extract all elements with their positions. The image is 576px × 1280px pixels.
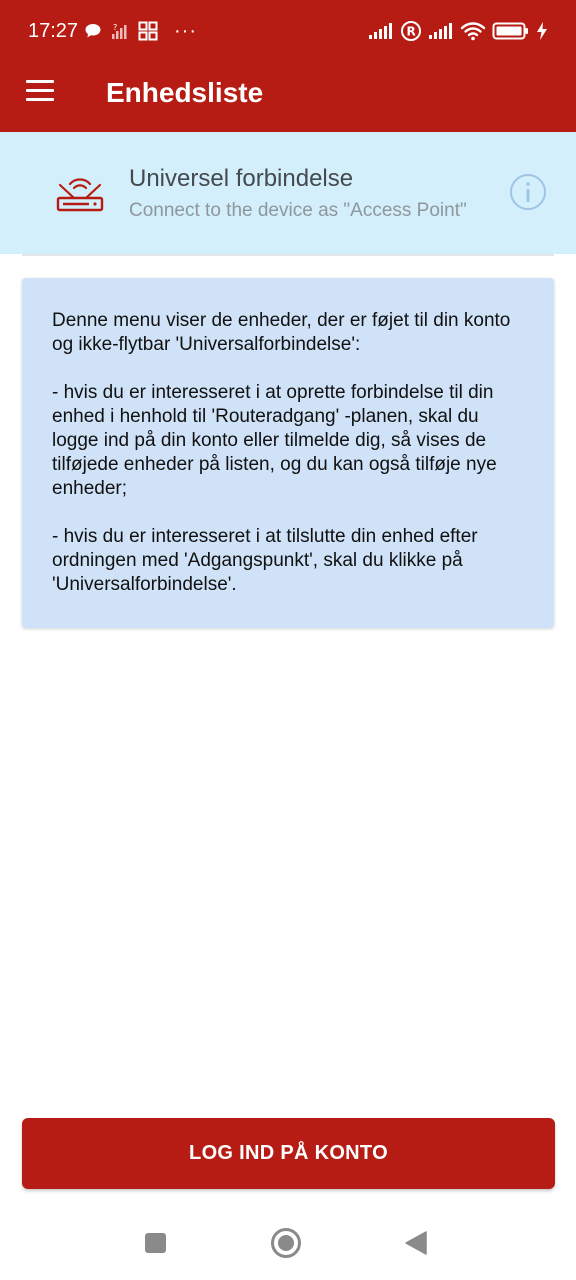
home-icon[interactable] xyxy=(270,1227,302,1259)
device-name: Universel forbindelse xyxy=(129,165,354,192)
info-card xyxy=(22,278,554,628)
cell-signal-icon xyxy=(428,22,454,40)
svg-text:R: R xyxy=(406,24,416,39)
recent-apps-icon[interactable] xyxy=(145,1233,166,1253)
info-icon[interactable] xyxy=(509,173,547,211)
svg-text:?: ? xyxy=(113,23,118,32)
toolbar xyxy=(0,60,576,132)
back-icon[interactable] xyxy=(403,1230,429,1256)
device-list-item-universal[interactable] xyxy=(0,132,576,254)
registered-icon xyxy=(400,20,422,42)
wifi-icon xyxy=(460,21,486,41)
grid-icon xyxy=(138,21,158,41)
page-title: Enhedsliste xyxy=(106,77,264,108)
info-paragraph-2: - hvis du er interesseret i at oprette forbindelse til din enhed i henhold til 'Routeradgang' -planen, skal du logge ind på din konto eller tilmelde dig, så vises de tilføjede enheder på listen, og du kan også tilføje nye enheder; xyxy=(52,382,497,499)
system-nav-bar xyxy=(0,1200,576,1280)
info-paragraph-1: Denne menu viser de enheder, der er føjet til din konto og ikke-flytbar 'Universalforbindelse': xyxy=(52,310,511,355)
charging-icon xyxy=(536,21,548,41)
app-bar xyxy=(0,0,576,132)
cell-signal-icon xyxy=(368,22,394,40)
chat-bubble-icon xyxy=(84,22,102,40)
divider xyxy=(22,254,554,256)
hamburger-menu-icon[interactable] xyxy=(26,80,56,102)
device-subtitle: Connect to the device as "Access Point" xyxy=(129,200,467,221)
overflow-dots: ··· xyxy=(174,19,197,42)
status-time: 17:27 xyxy=(28,20,79,42)
status-left-icons xyxy=(84,18,197,44)
signal-bars-icon xyxy=(110,22,130,40)
router-icon xyxy=(52,174,108,214)
status-bar xyxy=(0,0,576,60)
status-right-icons xyxy=(368,18,548,44)
info-paragraph-3: - hvis du er interesseret i at tilslutte din enhed efter ordningen med 'Adgangspunkt', skal du klikke på 'Universalforbindelse'. xyxy=(52,526,478,595)
battery-icon xyxy=(492,21,530,41)
login-button[interactable]: LOG IND PÅ KONTO xyxy=(22,1118,555,1189)
